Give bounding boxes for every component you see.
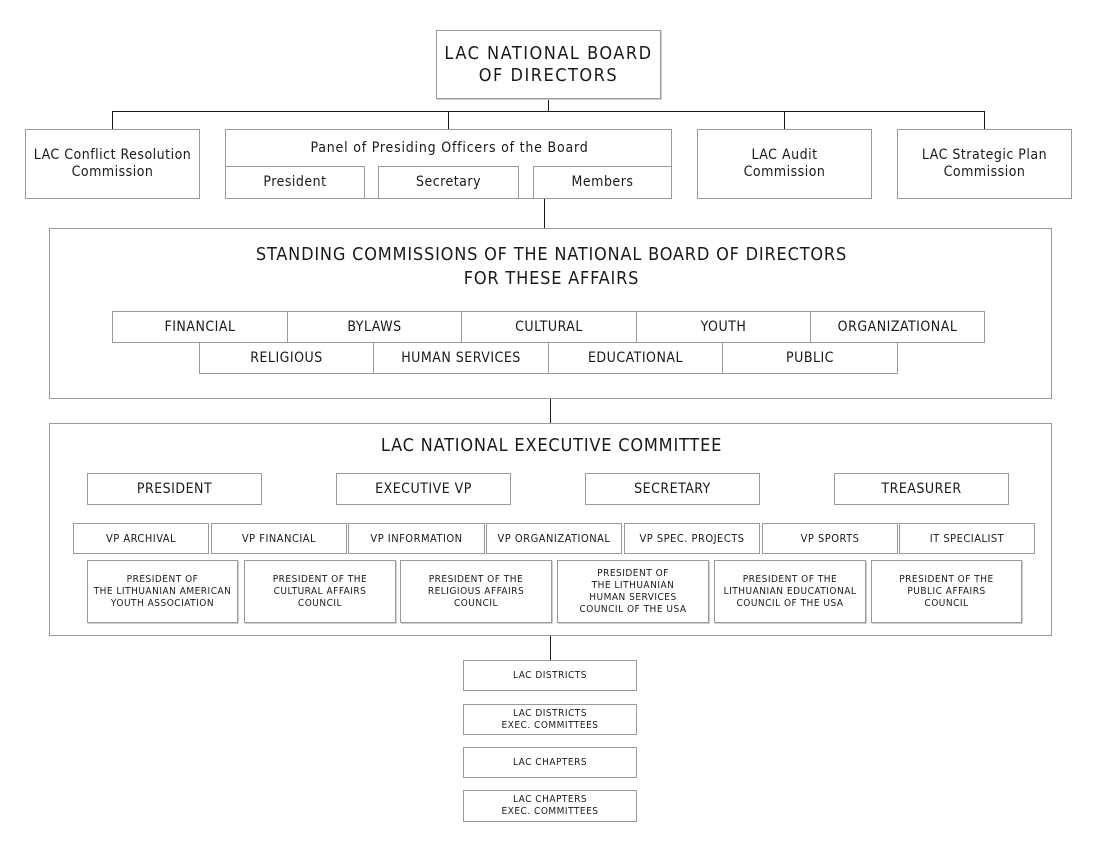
lac-chapters-exec-committees: LAC CHAPTERS EXEC. COMMITTEES <box>463 790 637 822</box>
vp-sports: VP SPORTS <box>762 523 898 554</box>
connector-top-horizontal <box>112 111 985 112</box>
commission-human-services: HUMAN SERVICES <box>373 342 549 374</box>
vp-organizational: VP ORGANIZATIONAL <box>486 523 622 554</box>
commission-bylaws: BYLAWS <box>287 311 462 343</box>
vp-archival: VP ARCHIVAL <box>73 523 209 554</box>
president-human-services-council: PRESIDENT OF THE LITHUANIAN HUMAN SERVICES COUNCIL OF THE USA <box>557 560 709 623</box>
commission-cultural: CULTURAL <box>461 311 637 343</box>
panel-title: Panel of Presiding Officers of the Board <box>310 140 589 156</box>
officer-executive-vp: EXECUTIVE VP <box>336 473 511 505</box>
president-youth-association: PRESIDENT OF THE LITHUANIAN AMERICAN YOUTH ASSOCIATION <box>87 560 238 623</box>
commission-religious: RELIGIOUS <box>199 342 374 374</box>
commission-financial: FINANCIAL <box>112 311 288 343</box>
lac-districts-exec-committees: LAC DISTRICTS EXEC. COMMITTEES <box>463 704 637 735</box>
executive-committee-title: LAC NATIONAL EXECUTIVE COMMITTEE <box>380 435 723 456</box>
standing-commissions-title: STANDING COMMISSIONS OF THE NATIONAL BOARD OF DIRECTORS FOR THESE AFFAIRS <box>255 244 848 290</box>
audit-commission: LAC Audit Commission <box>697 129 872 199</box>
president-educational-council: PRESIDENT OF THE LITHUANIAN EDUCATIONAL COUNCIL OF THE USA <box>714 560 866 623</box>
connector-standing-to-executive <box>550 398 551 424</box>
officer-secretary: SECRETARY <box>585 473 760 505</box>
officer-president: PRESIDENT <box>87 473 262 505</box>
connector-to-conflict <box>112 111 113 130</box>
commission-educational: EDUCATIONAL <box>548 342 723 374</box>
president-cultural-council: PRESIDENT OF THE CULTURAL AFFAIRS COUNCIL <box>244 560 396 623</box>
vp-financial: VP FINANCIAL <box>211 523 347 554</box>
connector-to-panel <box>448 111 449 130</box>
panel-secretary: Secretary <box>378 166 519 199</box>
officer-treasurer: TREASURER <box>834 473 1009 505</box>
conflict-resolution-commission: LAC Conflict Resolution Commission <box>25 129 200 199</box>
board-of-directors-box: LAC NATIONAL BOARD OF DIRECTORS <box>436 30 661 99</box>
lac-districts: LAC DISTRICTS <box>463 660 637 691</box>
connector-board-down <box>548 98 549 112</box>
vp-spec-projects: VP SPEC. PROJECTS <box>624 523 760 554</box>
panel-members: Members <box>533 166 672 199</box>
commission-public: PUBLIC <box>722 342 898 374</box>
connector-panel-to-standing <box>544 198 545 229</box>
connector-to-audit <box>784 111 785 130</box>
lac-chapters: LAC CHAPTERS <box>463 747 637 778</box>
vp-information: VP INFORMATION <box>348 523 485 554</box>
it-specialist: IT SPECIALIST <box>899 523 1035 554</box>
president-public-affairs-council: PRESIDENT OF THE PUBLIC AFFAIRS COUNCIL <box>871 560 1022 623</box>
panel-president: President <box>225 166 365 199</box>
strategic-plan-commission: LAC Strategic Plan Commission <box>897 129 1072 199</box>
commission-organizational: ORGANIZATIONAL <box>810 311 985 343</box>
connector-executive-to-districts <box>550 635 551 661</box>
president-religious-council: PRESIDENT OF THE RELIGIOUS AFFAIRS COUNCIL <box>400 560 552 623</box>
commission-youth: YOUTH <box>636 311 811 343</box>
connector-to-strategic <box>984 111 985 130</box>
